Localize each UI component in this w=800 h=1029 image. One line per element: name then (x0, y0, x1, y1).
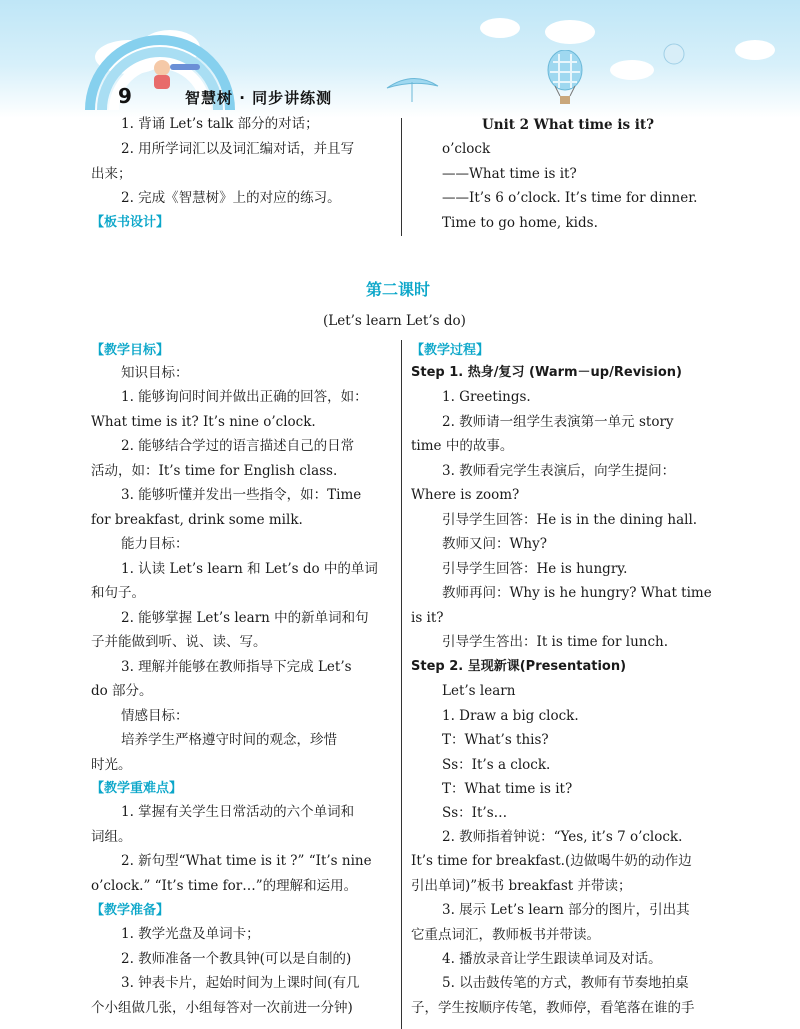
goals-line: 1. 认读 Let’s learn 和 Let’s do 中的单词 (121, 561, 378, 577)
step1-line: 教师又问：Why? (442, 536, 547, 552)
section-subtitle: (Let’s learn Let’s do) (323, 313, 466, 329)
goals-line: 情感目标： (121, 708, 189, 724)
goals-line: 1. 能够询问时间并做出正确的回答，如： (121, 389, 368, 405)
teaching-goals-tag: 【教学目标】 (91, 343, 170, 358)
step2-line: 3. 展示 Let’s learn 部分的图片，引出其 (442, 902, 690, 918)
step2-line: 2. 教师指着钟说：“Yes, it’s 7 o’clock. (442, 829, 683, 845)
step2-line: Ss：It’s a clock. (442, 757, 551, 773)
step1-line: 教师再问：Why is he hungry? What time (442, 585, 712, 601)
step1-line: 2. 教师请一组学生表演第一单元 story (442, 414, 674, 430)
step2-title: Step 2. 呈现新课(Presentation) (411, 659, 627, 674)
top-left-line-2: 2. 用所学词汇以及词汇编对话，并且写 (121, 141, 355, 157)
prep-line: 个小组做几张，小组每答对一次前进一分钟) (91, 1000, 353, 1016)
goals-line: 3. 能够听懂并发出一些指令，如：Time (121, 487, 362, 503)
teaching-process-tag: 【教学过程】 (411, 343, 490, 358)
step2-line: 5. 以击鼓传笔的方式，教师有节奏地拍桌 (442, 975, 689, 991)
goals-line: What time is it? It’s nine o’clock. (91, 414, 316, 430)
step1-line: 1. Greetings. (442, 389, 531, 405)
goals-line: 和句子。 (91, 585, 145, 601)
top-left-line-1: 1. 背诵 Let’s talk 部分的对话； (121, 116, 319, 132)
step1-line: Where is zoom? (411, 487, 520, 503)
glider-icon (385, 68, 440, 108)
step1-line: is it? (411, 610, 444, 626)
goals-line: 3. 理解并能够在教师指导下完成 Let’s (121, 659, 352, 675)
top-right-line-4: Time to go home, kids. (442, 215, 598, 231)
step2-line: Ss：It’s… (442, 805, 508, 821)
board-design-tag: 【板书设计】 (91, 215, 170, 230)
step2-line: 引出单词)”板书 breakfast 并带读； (411, 878, 632, 894)
prep-line: 1. 教学光盘及单词卡； (121, 926, 260, 942)
key-points-line: 词组。 (91, 829, 132, 845)
goals-line: do 部分。 (91, 683, 153, 699)
step1-title: Step 1. 热身/复习 (Warm－up/Revision) (411, 365, 682, 380)
step2-line: 子，学生按顺序传笔，教师停，看笔落在谁的手 (411, 1000, 695, 1016)
step2-line: T：What time is it? (442, 781, 573, 797)
step2-line: 1. Draw a big clock. (442, 708, 579, 724)
teaching-prep-tag: 【教学准备】 (91, 903, 170, 918)
goals-line: 知识目标： (121, 365, 189, 381)
prep-line: 2. 教师准备一个教具钟(可以是自制的) (121, 951, 352, 967)
unit-title: Unit 2 What time is it? (482, 117, 655, 133)
step1-line: 引导学生回答：He is in the dining hall. (442, 512, 698, 528)
moon-icon (662, 42, 686, 66)
key-points-line: 2. 新句型“What time is it ?” “It’s nine (121, 853, 372, 869)
step1-line: 3. 教师看完学生表演后，向学生提问： (442, 463, 676, 479)
prep-line: 3. 钟表卡片，起始时间为上课时间(有几 (121, 975, 360, 991)
key-points-line: o’clock.” “It’s time for…”的理解和运用。 (91, 878, 358, 894)
section-title: 第二课时 (366, 280, 431, 299)
goals-line: 2. 能够结合学过的语言描述自己的日常 (121, 438, 355, 454)
goals-line: 2. 能够掌握 Let’s learn 中的新单词和句 (121, 610, 369, 626)
step1-line: 引导学生回答：He is hungry. (442, 561, 628, 577)
top-right-line-2: ——What time is it? (442, 166, 577, 182)
cloud-decoration (480, 18, 520, 38)
cloud-decoration (545, 20, 595, 44)
step1-line: time 中的故事。 (411, 438, 514, 454)
page-number: 9 (118, 84, 132, 108)
step2-line: 它重点词汇，教师板书并带读。 (411, 927, 600, 943)
goals-line: 子并能做到听、说、读、写。 (91, 634, 267, 650)
goals-line: 活动，如：It’s time for English class. (91, 463, 338, 479)
step2-line: T：What’s this? (442, 732, 549, 748)
cloud-decoration (610, 60, 654, 80)
book-title: 智慧树 · 同步讲练测 (185, 89, 333, 107)
hot-air-balloon-icon (545, 50, 585, 108)
top-right-line-3: ——It’s 6 o’clock. It’s time for dinner. (442, 190, 698, 206)
step2-line: It’s time for breakfast.(边做喝牛奶的动作边 (411, 853, 692, 869)
step2-line: Let’s learn (442, 683, 516, 699)
step1-line: 引导学生答出：It is time for lunch. (442, 634, 669, 650)
top-left-line-4: 2. 完成《智慧树》上的对应的练习。 (121, 190, 341, 206)
goals-line: 培养学生严格遵守时间的观念，珍惜 (121, 732, 337, 748)
column-divider-main (401, 340, 402, 1029)
page-header-banner (0, 0, 800, 118)
goals-line: 时光。 (91, 757, 132, 773)
column-divider-top (401, 118, 402, 236)
top-left-line-3: 出来； (91, 166, 132, 182)
cloud-decoration (735, 40, 775, 60)
step2-line: 4. 播放录音让学生跟读单词及对话。 (442, 951, 662, 967)
goals-line: 能力目标： (121, 536, 189, 552)
top-right-line-1: o’clock (442, 141, 491, 157)
key-points-line: 1. 掌握有关学生日常活动的六个单词和 (121, 804, 355, 820)
goals-line: for breakfast, drink some milk. (91, 512, 303, 528)
key-points-tag: 【教学重难点】 (91, 781, 183, 796)
